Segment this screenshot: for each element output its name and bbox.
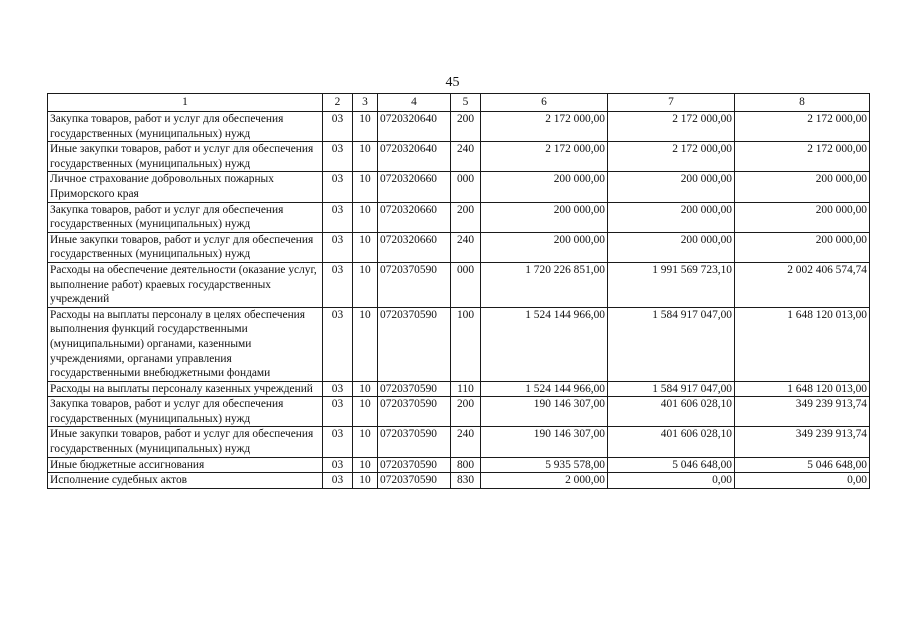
amount-col6: 190 146 307,00 [481,397,608,427]
amount-col8: 200 000,00 [735,232,870,262]
amount-col7: 2 172 000,00 [608,142,735,172]
amount-col6: 1 524 144 966,00 [481,381,608,397]
column-header: 8 [735,94,870,112]
section-code: 03 [323,112,353,142]
target-article-code: 0720320660 [378,202,451,232]
column-header: 4 [378,94,451,112]
subsection-code: 10 [353,262,378,307]
target-article-code: 0720370590 [378,397,451,427]
section-code: 03 [323,381,353,397]
amount-col7: 200 000,00 [608,232,735,262]
subsection-code: 10 [353,307,378,381]
amount-col6: 2 172 000,00 [481,142,608,172]
expense-type-code: 110 [451,381,481,397]
item-name: Иные закупки товаров, работ и услуг для обеспечения государственных (муниципальных) нужд [48,232,323,262]
section-code: 03 [323,232,353,262]
column-header: 5 [451,94,481,112]
column-header: 6 [481,94,608,112]
column-header: 3 [353,94,378,112]
table-row [48,457,870,473]
item-name: Расходы на выплаты персоналу в целях обеспечения выполнения функций государственными (муниципальными) органами, казенными учреждениями, органами управления государственными внебюджетными фондами [48,307,323,381]
section-code: 03 [323,142,353,172]
table-row [48,397,870,427]
amount-col6: 5 935 578,00 [481,457,608,473]
table-row [48,262,870,307]
amount-col8: 200 000,00 [735,202,870,232]
expense-type-code: 000 [451,172,481,202]
expense-type-code: 200 [451,112,481,142]
column-header: 1 [48,94,323,112]
section-code: 03 [323,172,353,202]
column-header: 2 [323,94,353,112]
subsection-code: 10 [353,473,378,489]
amount-col6: 1 524 144 966,00 [481,307,608,381]
section-code: 03 [323,427,353,457]
subsection-code: 10 [353,381,378,397]
amount-col7: 1 584 917 047,00 [608,307,735,381]
column-header: 7 [608,94,735,112]
item-name: Личное страхование добровольных пожарных Приморского края [48,172,323,202]
amount-col8: 0,00 [735,473,870,489]
expense-type-code: 800 [451,457,481,473]
item-name: Иные закупки товаров, работ и услуг для обеспечения государственных (муниципальных) нужд [48,427,323,457]
amount-col6: 200 000,00 [481,232,608,262]
target-article-code: 0720370590 [378,457,451,473]
amount-col8: 2 172 000,00 [735,142,870,172]
amount-col7: 5 046 648,00 [608,457,735,473]
table-row [48,112,870,142]
amount-col6: 2 000,00 [481,473,608,489]
section-code: 03 [323,262,353,307]
subsection-code: 10 [353,112,378,142]
amount-col7: 1 991 569 723,10 [608,262,735,307]
amount-col6: 1 720 226 851,00 [481,262,608,307]
expense-type-code: 240 [451,232,481,262]
amount-col7: 401 606 028,10 [608,427,735,457]
table-row [48,142,870,172]
amount-col7: 401 606 028,10 [608,397,735,427]
amount-col7: 200 000,00 [608,172,735,202]
target-article-code: 0720370590 [378,262,451,307]
amount-col8: 349 239 913,74 [735,427,870,457]
amount-col8: 2 172 000,00 [735,112,870,142]
item-name: Закупка товаров, работ и услуг для обеспечения государственных (муниципальных) нужд [48,112,323,142]
target-article-code: 0720370590 [378,307,451,381]
item-name: Закупка товаров, работ и услуг для обеспечения государственных (муниципальных) нужд [48,202,323,232]
amount-col7: 1 584 917 047,00 [608,381,735,397]
expense-type-code: 830 [451,473,481,489]
table-row [48,381,870,397]
amount-col6: 200 000,00 [481,172,608,202]
expense-type-code: 200 [451,202,481,232]
item-name: Исполнение судебных актов [48,473,323,489]
target-article-code: 0720370590 [378,473,451,489]
amount-col7: 200 000,00 [608,202,735,232]
table-row [48,232,870,262]
subsection-code: 10 [353,142,378,172]
amount-col8: 1 648 120 013,00 [735,381,870,397]
section-code: 03 [323,397,353,427]
amount-col7: 2 172 000,00 [608,112,735,142]
expense-type-code: 200 [451,397,481,427]
target-article-code: 0720370590 [378,427,451,457]
amount-col8: 1 648 120 013,00 [735,307,870,381]
expense-type-code: 240 [451,142,481,172]
subsection-code: 10 [353,427,378,457]
header-row [48,94,870,112]
section-code: 03 [323,457,353,473]
target-article-code: 0720320640 [378,112,451,142]
target-article-code: 0720320660 [378,232,451,262]
expense-type-code: 000 [451,262,481,307]
amount-col8: 349 239 913,74 [735,397,870,427]
item-name: Иные бюджетные ассигнования [48,457,323,473]
page-number: 45 [445,75,460,90]
subsection-code: 10 [353,457,378,473]
amount-col6: 2 172 000,00 [481,112,608,142]
table-row [48,427,870,457]
target-article-code: 0720320660 [378,172,451,202]
subsection-code: 10 [353,172,378,202]
amount-col8: 2 002 406 574,74 [735,262,870,307]
target-article-code: 0720370590 [378,381,451,397]
item-name: Иные закупки товаров, работ и услуг для обеспечения государственных (муниципальных) нужд [48,142,323,172]
expense-type-code: 100 [451,307,481,381]
budget-table [47,93,870,489]
subsection-code: 10 [353,397,378,427]
item-name: Расходы на обеспечение деятельности (оказание услуг, выполнение работ) краевых государственных учреждений [48,262,323,307]
amount-col6: 190 146 307,00 [481,427,608,457]
expense-type-code: 240 [451,427,481,457]
amount-col6: 200 000,00 [481,202,608,232]
amount-col8: 5 046 648,00 [735,457,870,473]
table-row [48,473,870,489]
item-name: Расходы на выплаты персоналу казенных учреждений [48,381,323,397]
amount-col7: 0,00 [608,473,735,489]
table-row [48,307,870,381]
item-name: Закупка товаров, работ и услуг для обеспечения государственных (муниципальных) нужд [48,397,323,427]
section-code: 03 [323,202,353,232]
target-article-code: 0720320640 [378,142,451,172]
table-row [48,202,870,232]
section-code: 03 [323,473,353,489]
section-code: 03 [323,307,353,381]
subsection-code: 10 [353,202,378,232]
table-row [48,172,870,202]
subsection-code: 10 [353,232,378,262]
amount-col8: 200 000,00 [735,172,870,202]
